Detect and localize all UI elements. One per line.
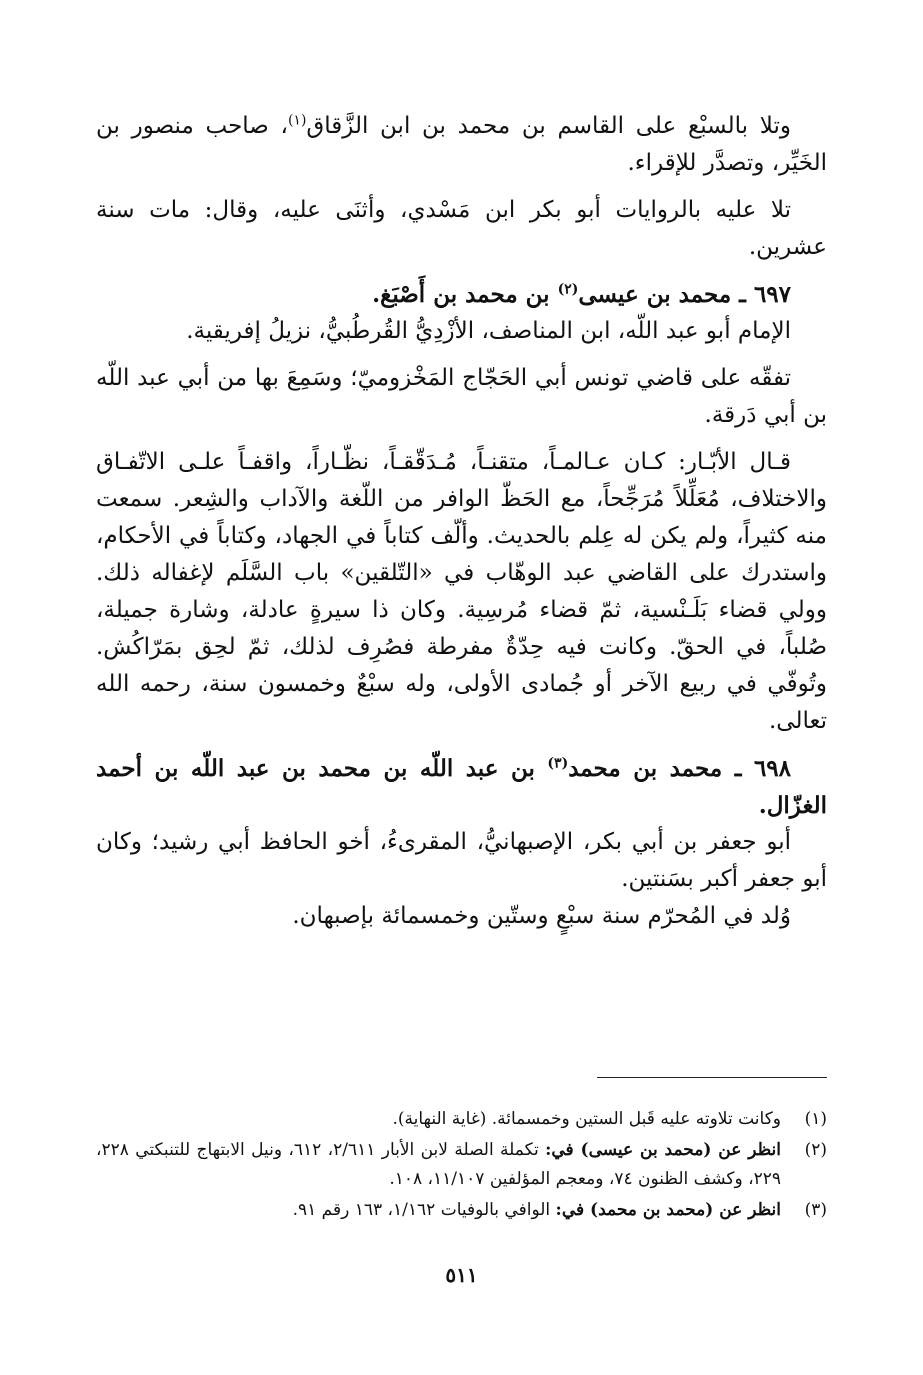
main-text: [96, 108, 827, 935]
footnotes: [96, 1105, 827, 1227]
footnote-3: (٣) انظر عن (محمد بن محمد) في: الوافي بالوفيات ١/١٦٢، ١٦٣ رقم ٩١.: [96, 1196, 827, 1225]
footnote-number: (٣): [804, 1200, 827, 1220]
page-number: ٥١١: [445, 1263, 478, 1287]
entry-heading-697: ٦٩٧ ـ محمد بن عيسى$^{(٢)}$ بن محمد بن أَصْبَغ.: [372, 281, 791, 308]
footnote-ref-1[interactable]: (١): [287, 112, 307, 129]
footnote-2: (٢) انظر عن (محمد بن عيسى) في: تكملة الصلة لابن الأبار ٢/٦١١، ٦١٢، ونيل الابتهاج للتنبكتي ٢٢٨، ٢٢٩، وكشف الظنون ٧٤، ومعجم المؤلفين ١١/١٠٧، ١٠٨.: [96, 1136, 827, 1194]
paragraph-students: تلا عليه بالروايات أبو بكر ابن مَسْدي، وأثنَى عليه، وقال: مات سنة عشرين.: [96, 197, 827, 260]
footnote-1: (١) وكانت تلاوته عليه قَبل الستين وخمسمائة. (غاية النهاية).: [96, 1105, 827, 1134]
footnote-number: (٢): [804, 1140, 827, 1160]
paragraph-birth-698: وُلد في المُحرّم سنة سبْعٍ وستّين وخمسمائة بإصبهان.: [292, 903, 791, 929]
paragraph-tilawa: وتلا بالسبْع على القاسم بن محمد بن ابن الزَّقاق$^{(١)}$، صاحب منصور بن الخَيِّر، وتصدَّر للإقراء.: [96, 112, 827, 176]
paragraph-study-697: تفقّه على قاضي تونس أبي الحَجّاج المَخْزوميّ؛ وسَمِعَ بها من أبي عبد اللّه بن أبي دَرقة.: [96, 365, 827, 428]
footnote-ref-2[interactable]: (٢): [557, 281, 579, 298]
paragraph-kunya-698: أبو جعفر بن أبي بكر، الإصبهانيُّ، المقرىءُ، أخو الحافظ أبي رشيد؛ وكان أبو جعفر أكبر بسَنتين.: [96, 829, 827, 892]
paragraph-biography-697: قـال الأبّـار: كـان عـالمـاً، متقنـاً، مُـدَقّقـاً، نظّـاراً، واقفـاً علـى الاتّفـاق والاختلاف، مُعَلِّلاً مُرَجِّحاً، مع الحَظّ الوافر من اللّغة والآداب والشِعر. سمعت منه كثيراً، ولم يكن له عِلم بالحديث. وألّف كتاباً في الجهاد، وكتاباً في الأحكام، واستدرك على القاضي عبد الوهّاب في «التّلقين» باب السَّلَم لإغفاله ذلك. وولي قضاء بَلَـنْسية، ثمّ قضاء مُرسِية. وكان ذا سيرةٍ عادلة، وشارة جميلة، صُلباً، في الحقّ. وكانت فيه حِدّةٌ مفرطة فصُرِف لذلك، ثمّ لحِق بمَرّاكُش. وتُوفّي في ربيع الآخر أو جُمادى الأولى، وله سبْعٌ وخمسون سنة، رحمه الله تعالى.: [96, 449, 827, 734]
footnote-ref-3[interactable]: (٣): [547, 755, 569, 772]
footnote-separator: [597, 1077, 827, 1078]
entry-heading-698: ٦٩٨ ـ محمد بن محمد$^{(٣)}$ بن عبد اللّه بن محمد بن عبد اللّه بن أحمد الغزّال.: [96, 755, 827, 819]
paragraph-kunya-697: الإمام أبو عبد اللّه، ابن المناصف، الأزْدِيُّ القُرطُبيُّ، نزيلُ إفريقية.: [186, 318, 791, 344]
footnote-number: (١): [804, 1109, 827, 1129]
